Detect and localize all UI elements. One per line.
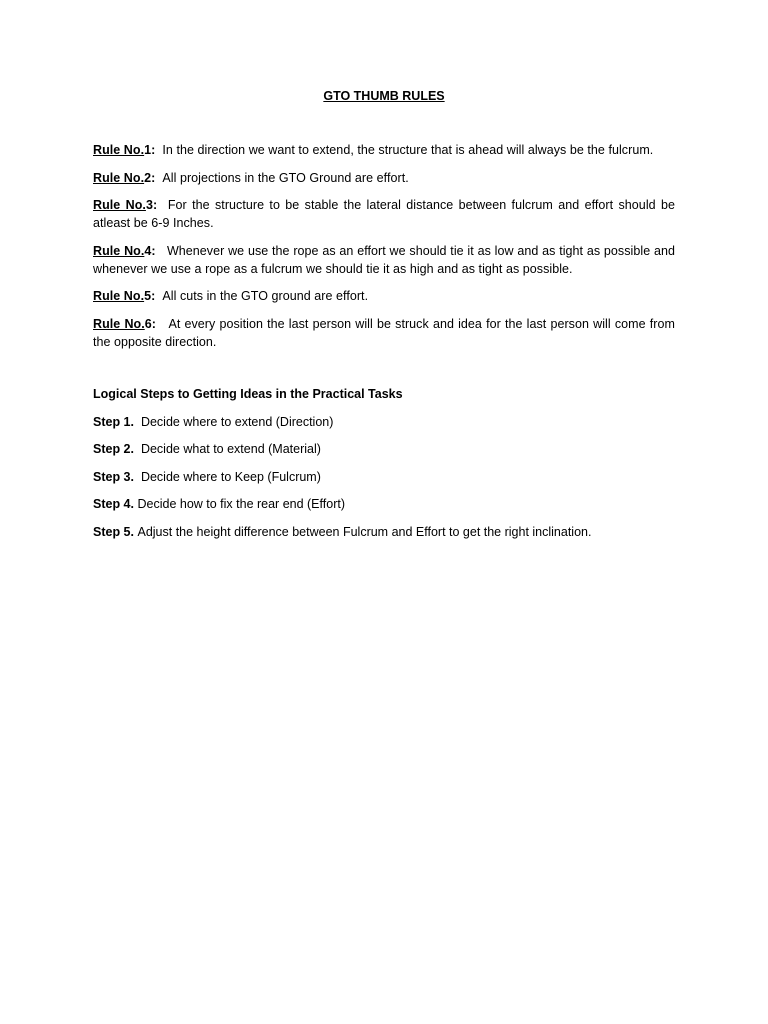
steps-list [93,413,675,551]
step-text: Decide where to extend (Direction) [140,414,334,429]
step-label: Step 3. [93,469,134,484]
steps-heading: Logical Steps to Getting Ideas in the Practical Tasks [93,387,403,401]
rule-text: All projections in the GTO Ground are effort. [162,170,409,185]
rule-item [93,242,675,278]
rule-label: Rule No.6: [93,316,156,331]
rule-text: At every position the last person will be struck and idea for the last person will come from the opposite direction. [93,316,675,349]
rule-label: Rule No.3: [93,198,158,212]
step-item [93,523,675,541]
step-item [93,413,675,431]
rule-item [93,196,675,232]
step-label: Step 1. [93,414,134,429]
step-text: Decide how to fix the rear end (Effort) [137,497,345,511]
rule-text: Whenever we use the rope as an effort we should tie it as low and as tight as possible and whenever we use a rope as a fulcrum we should tie it as high and as tight as possible. [93,243,675,276]
rule-label: Rule No.4: [93,243,156,258]
rule-item [93,315,675,351]
rule-item [93,169,675,187]
step-item [93,468,675,486]
rule-label: Rule No.5: [93,289,156,303]
step-label: Step 5. [93,524,134,539]
step-text: Adjust the height difference between Fulcrum and Effort to get the right inclination. [137,524,592,539]
step-item [93,495,675,513]
step-label: Step 4. [93,497,134,511]
rule-label: Rule No.2: [93,170,156,185]
step-label: Step 2. [93,442,134,456]
document-page [93,0,675,1024]
rule-label: Rule No.1: [93,143,156,157]
rule-text: For the structure to be stable the lateral distance between fulcrum and effort should be atleast be 6-9 Inches. [93,198,675,230]
rule-item [93,141,675,159]
rule-item [93,287,675,305]
step-text: Decide what to extend (Material) [140,442,321,456]
page-title: GTO THUMB RULES [323,89,445,103]
rules-list [93,141,675,360]
step-item [93,440,675,458]
step-text: Decide where to Keep (Fulcrum) [140,469,321,484]
rule-text: In the direction we want to extend, the structure that is ahead will always be the fulcrum. [162,143,654,157]
rule-text: All cuts in the GTO ground are effort. [162,289,369,303]
